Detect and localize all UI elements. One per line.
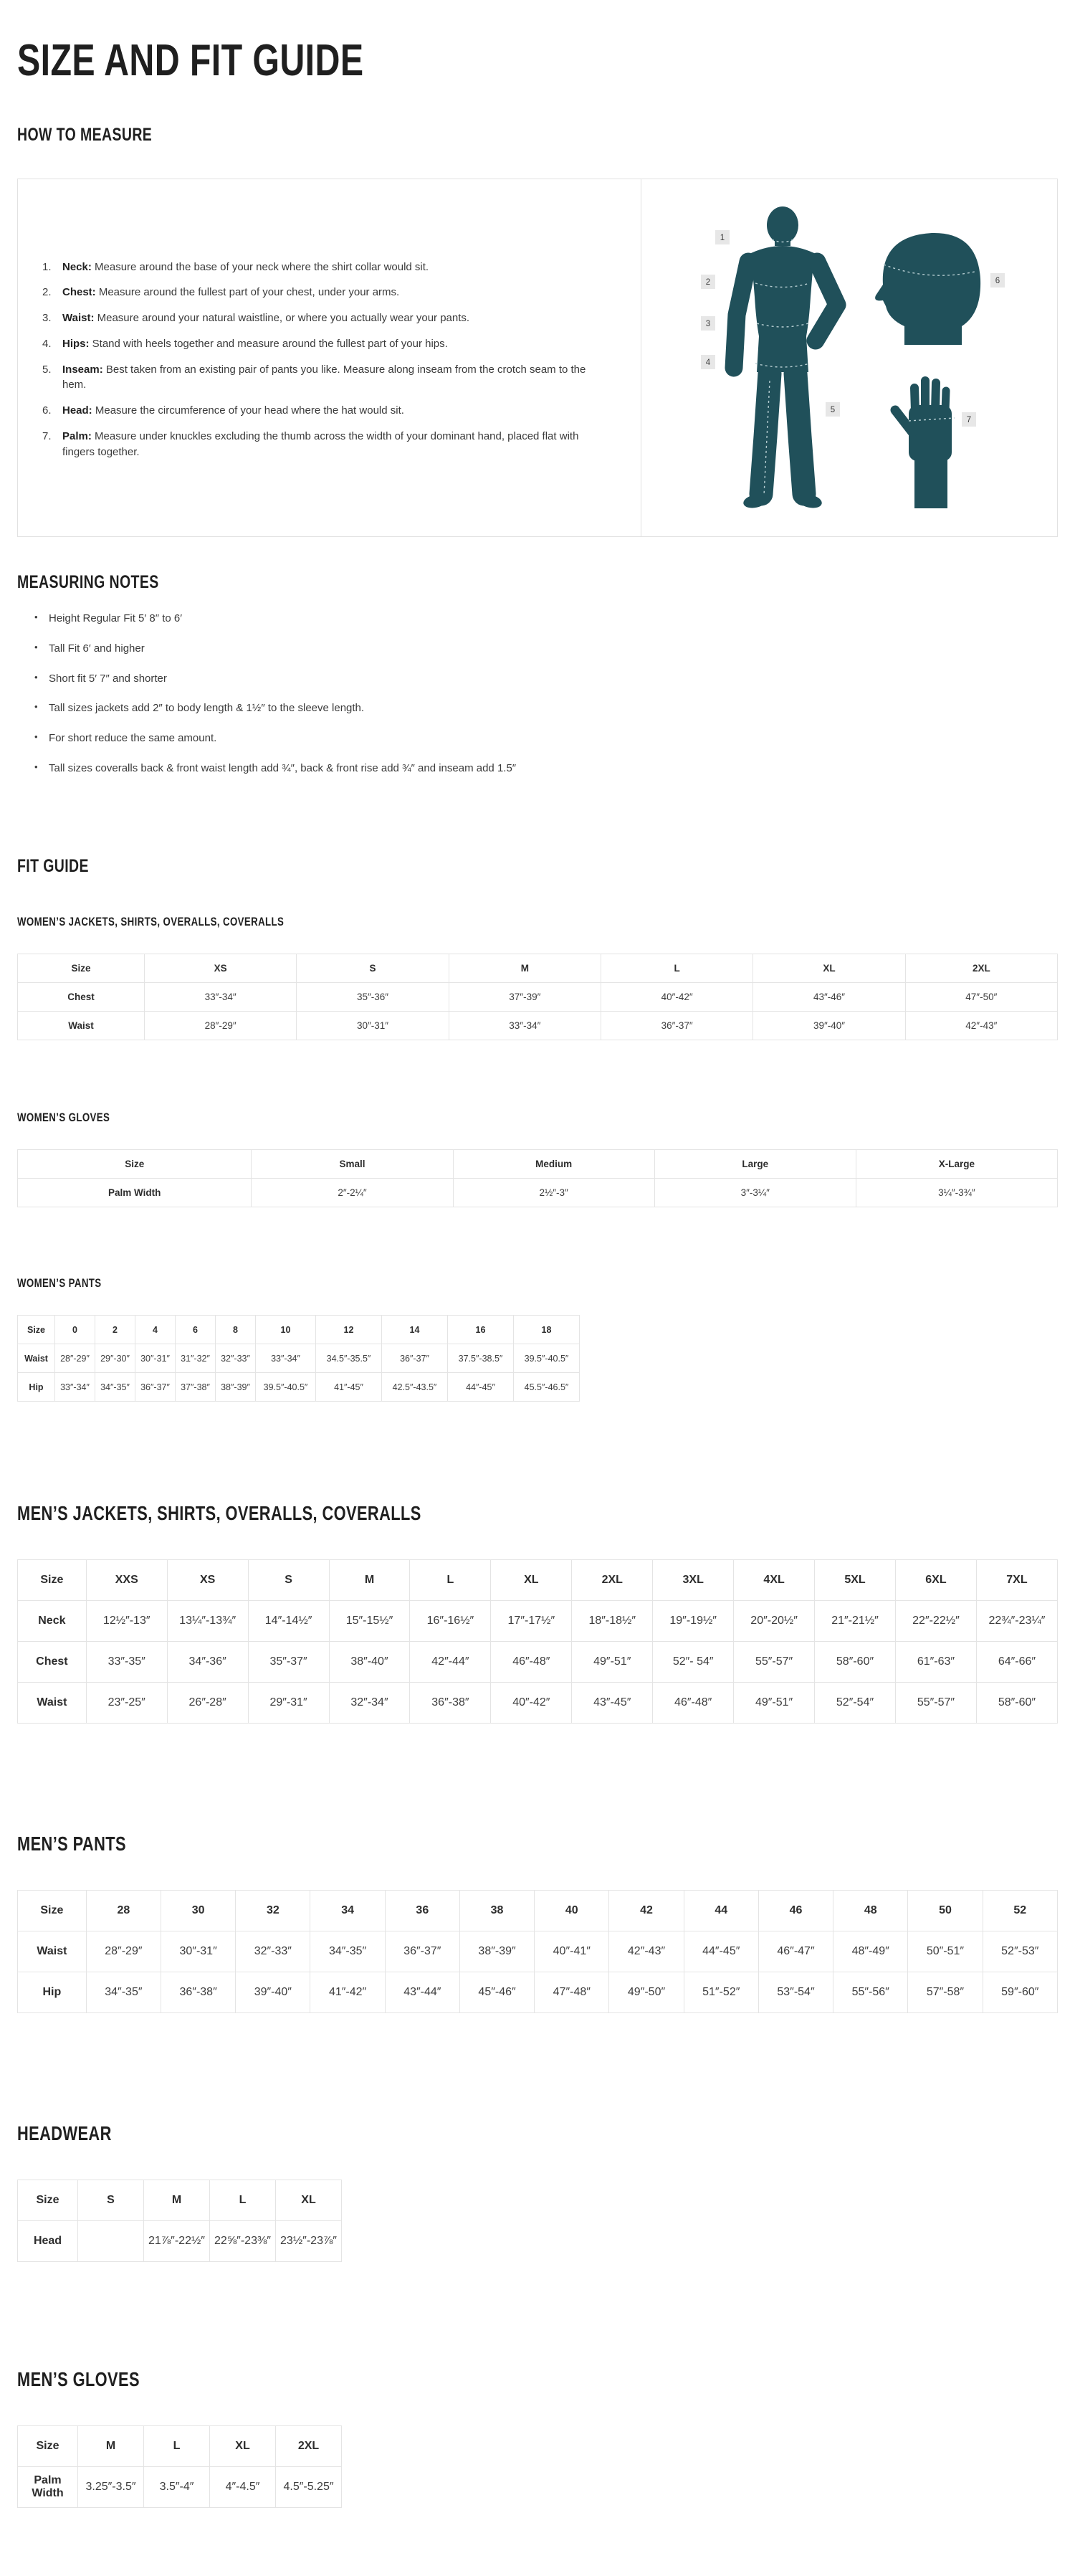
measuring-notes-heading: MEASURING NOTES [17, 571, 159, 592]
size-table-mens-jackets [17, 1559, 1058, 1724]
measure-step-label: Waist: [62, 312, 95, 325]
row-label: Neck [18, 1601, 87, 1642]
badge-7: 7 [967, 415, 972, 424]
size-value-cell: 35″-36″ [297, 983, 449, 1012]
badge-2: 2 [706, 277, 711, 287]
row-label: Chest [18, 983, 145, 1012]
size-value-cell: 35″-37″ [248, 1642, 329, 1683]
column-header: L [601, 954, 753, 983]
size-value-cell: 43″-45″ [572, 1683, 653, 1724]
body-measurement-diagram-image [674, 193, 1025, 523]
size-value-cell: 43″-46″ [753, 983, 905, 1012]
column-header: L [410, 1560, 491, 1601]
fit-guide-heading: FIT GUIDE [17, 855, 89, 876]
column-header: S [248, 1560, 329, 1601]
size-value-cell: 13¼″-13¾″ [167, 1601, 248, 1642]
size-value-cell: 59″-60″ [983, 1972, 1057, 2013]
measure-step: Chest: Measure around the fullest part of your chest, under your arms. [62, 286, 400, 299]
column-header: XL [276, 2180, 342, 2221]
size-value-cell: 2½″-3″ [453, 1179, 654, 1207]
fit-guide-tables [17, 915, 1058, 2508]
column-header: 5XL [815, 1560, 896, 1601]
measuring-note: • Tall sizes coveralls back & front waist length add ¾″, back & front rise add ¾″ and inseam add 1.5″ [49, 761, 1058, 776]
measure-step: Hips: Stand with heels together and measure around the fullest part of your hips. [62, 337, 448, 350]
size-value-cell: 28″-29″ [145, 1012, 297, 1040]
measuring-note: • Height Regular Fit 5′ 8″ to 6′ [49, 611, 1058, 627]
size-value-cell: 3.25″-3.5″ [78, 2467, 144, 2508]
badge-3: 3 [706, 319, 711, 328]
size-value-cell: 33″-34″ [256, 1344, 316, 1373]
column-header: 42 [609, 1891, 684, 1931]
badge-4: 4 [706, 358, 711, 367]
size-value-cell: 32″-34″ [329, 1683, 410, 1724]
column-header: Size [18, 954, 145, 983]
column-header: 2XL [905, 954, 1057, 983]
size-value-cell: 43″-44″ [385, 1972, 459, 2013]
column-header: 0 [55, 1316, 95, 1344]
size-value-cell: 55″-56″ [833, 1972, 908, 2013]
measure-steps-list [41, 260, 591, 460]
size-value-cell: 34″-35″ [86, 1972, 161, 2013]
size-value-cell: 52″-53″ [983, 1931, 1057, 1972]
size-value-cell: 32″-33″ [216, 1344, 256, 1373]
measuring-notes-list [17, 611, 1058, 776]
section-heading: HEADWEAR [17, 2122, 112, 2145]
size-value-cell: 22⅝″-23⅜″ [210, 2221, 276, 2262]
badge-5: 5 [831, 405, 836, 414]
size-value-cell: 64″-66″ [976, 1642, 1057, 1683]
size-value-cell: 30″-31″ [297, 1012, 449, 1040]
size-value-cell: 32″-33″ [236, 1931, 310, 1972]
column-header: Large [654, 1150, 856, 1179]
size-value-cell: 33″-34″ [145, 983, 297, 1012]
size-value-cell: 52″- 54″ [653, 1642, 734, 1683]
column-header: Size [18, 1560, 87, 1601]
size-value-cell: 49″-51″ [734, 1683, 815, 1724]
column-header: XL [491, 1560, 572, 1601]
size-value-cell: 46″-47″ [758, 1931, 833, 1972]
size-value-cell: 55″-57″ [734, 1642, 815, 1683]
size-value-cell: 20″-20½″ [734, 1601, 815, 1642]
column-header: 50 [908, 1891, 983, 1931]
size-value-cell: 58″-60″ [976, 1683, 1057, 1724]
size-value-cell: 4.5″-5.25″ [276, 2467, 342, 2508]
size-value-cell: 41″-42″ [310, 1972, 385, 2013]
size-value-cell: 22″-22½″ [895, 1601, 976, 1642]
column-header: 12 [316, 1316, 382, 1344]
size-table-mens-pants [17, 1890, 1058, 2013]
size-value-cell: 3¼″-3¾″ [856, 1179, 1057, 1207]
size-value-cell: 28″-29″ [86, 1931, 161, 1972]
size-value-cell: 4″-4.5″ [210, 2467, 276, 2508]
measure-step: Inseam: Best taken from an existing pair of pants you like. Measure along inseam from the crotch seam to the hem. [62, 363, 586, 391]
column-header: 2XL [276, 2426, 342, 2467]
size-value-cell: 41″-45″ [316, 1373, 382, 1402]
size-value-cell: 2″-2¼″ [252, 1179, 453, 1207]
size-value-cell: 37″-39″ [449, 983, 601, 1012]
size-value-cell: 23½″-23⅞″ [276, 2221, 342, 2262]
size-value-cell: 51″-52″ [684, 1972, 758, 2013]
section-heading: WOMEN’S GLOVES [17, 1111, 110, 1125]
column-header: X-Large [856, 1150, 1057, 1179]
column-header: Medium [453, 1150, 654, 1179]
measure-instructions [18, 179, 641, 536]
size-value-cell: 22¾″-23¼″ [976, 1601, 1057, 1642]
column-header: 10 [256, 1316, 316, 1344]
table-row [18, 1642, 1058, 1683]
measuring-note: • Short fit 5′ 7″ and shorter [49, 671, 1058, 687]
column-header: 46 [758, 1891, 833, 1931]
table-row [18, 983, 1058, 1012]
size-value-cell: 48″-49″ [833, 1931, 908, 1972]
row-label: Hip [18, 1373, 55, 1402]
column-header: 4 [135, 1316, 176, 1344]
size-value-cell: 55″-57″ [895, 1683, 976, 1724]
size-value-cell: 33″-34″ [55, 1373, 95, 1402]
measure-step: Head: Measure the circumference of your head where the hat would sit. [62, 404, 404, 417]
badge-6: 6 [995, 276, 1000, 285]
table-row [18, 1373, 580, 1402]
size-value-cell: 3″-3¼″ [654, 1179, 856, 1207]
size-value-cell: 30″-31″ [161, 1931, 236, 1972]
column-header: L [144, 2426, 210, 2467]
size-value-cell: 42″-44″ [410, 1642, 491, 1683]
measuring-note: • Tall Fit 6′ and higher [49, 641, 1058, 657]
column-header: XS [167, 1560, 248, 1601]
size-value-cell: 50″-51″ [908, 1931, 983, 1972]
measure-step-label: Neck: [62, 260, 92, 273]
head-profile-silhouette [875, 233, 980, 345]
size-table-womens-jackets [17, 954, 1058, 1040]
column-header: XXS [86, 1560, 167, 1601]
column-header: XS [145, 954, 297, 983]
size-table-section-womens-pants [17, 1276, 1058, 1402]
size-value-cell: 45″-46″ [459, 1972, 534, 2013]
size-value-cell: 44″-45″ [684, 1931, 758, 1972]
size-value-cell: 44″-45″ [448, 1373, 514, 1402]
size-value-cell: 42″-43″ [609, 1931, 684, 1972]
size-value-cell: 38″-40″ [329, 1642, 410, 1683]
size-value-cell: 49″-51″ [572, 1642, 653, 1683]
column-header: Small [252, 1150, 453, 1179]
size-value-cell: 46″-48″ [653, 1683, 734, 1724]
size-value-cell: 40″-41″ [535, 1931, 609, 1972]
column-header: 6XL [895, 1560, 976, 1601]
size-value-cell: 21⅞″-22½″ [144, 2221, 210, 2262]
size-value-cell: 47″-50″ [905, 983, 1057, 1012]
table-row [18, 1179, 1058, 1207]
row-label: Hip [18, 1972, 87, 2013]
size-value-cell: 34.5″-35.5″ [316, 1344, 382, 1373]
column-header: Size [18, 2426, 78, 2467]
row-label: Waist [18, 1012, 145, 1040]
size-value-cell: 45.5″-46.5″ [514, 1373, 580, 1402]
size-value-cell: 37″-38″ [176, 1373, 216, 1402]
row-label: Palm Width [18, 2467, 78, 2508]
column-header: S [78, 2180, 144, 2221]
size-value-cell: 37.5″-38.5″ [448, 1344, 514, 1373]
column-header: 14 [382, 1316, 448, 1344]
size-value-cell: 30″-31″ [135, 1344, 176, 1373]
table-row [18, 1683, 1058, 1724]
column-header: Size [18, 1891, 87, 1931]
figure-silhouette [734, 206, 837, 510]
size-value-cell: 40″-42″ [601, 983, 753, 1012]
row-label: Head [18, 2221, 78, 2262]
measure-step: Waist: Measure around your natural waistline, or where you actually wear your pants. [62, 312, 470, 325]
size-value-cell: 16″-16½″ [410, 1601, 491, 1642]
size-value-cell: 61″-63″ [895, 1642, 976, 1683]
column-header: 4XL [734, 1560, 815, 1601]
column-header: 2XL [572, 1560, 653, 1601]
size-value-cell: 18″-18½″ [572, 1601, 653, 1642]
measure-step-label: Palm: [62, 429, 92, 442]
row-label: Palm Width [18, 1179, 252, 1207]
row-label: Chest [18, 1642, 87, 1683]
size-table-section-mens-pants [17, 1833, 1058, 2013]
size-value-cell: 21″-21½″ [815, 1601, 896, 1642]
table-row [18, 1601, 1058, 1642]
measure-step-label: Hips: [62, 337, 90, 350]
size-value-cell: 28″-29″ [55, 1344, 95, 1373]
size-value-cell: 14″-14½″ [248, 1601, 329, 1642]
size-value-cell: 47″-48″ [535, 1972, 609, 2013]
measure-step: Neck: Measure around the base of your neck where the shirt collar would sit. [62, 260, 429, 273]
size-value-cell: 23″-25″ [86, 1683, 167, 1724]
size-value-cell: 36″-37″ [382, 1344, 448, 1373]
size-table-section-headwear [17, 2122, 1058, 2262]
size-value-cell: 34″-35″ [95, 1373, 135, 1402]
size-value-cell: 36″-38″ [161, 1972, 236, 2013]
measure-step-label: Chest: [62, 286, 96, 299]
size-value-cell [78, 2221, 144, 2262]
measuring-note: • For short reduce the same amount. [49, 731, 1058, 746]
size-value-cell: 53″-54″ [758, 1972, 833, 2013]
column-header: M [449, 954, 601, 983]
size-value-cell: 33″-35″ [86, 1642, 167, 1683]
page-title: SIZE AND FIT GUIDE [17, 36, 364, 85]
section-heading: WOMEN’S JACKETS, SHIRTS, OVERALLS, COVERALLS [17, 915, 285, 929]
size-value-cell: 31″-32″ [176, 1344, 216, 1373]
column-header: 36 [385, 1891, 459, 1931]
column-header: 7XL [976, 1560, 1057, 1601]
size-value-cell: 26″-28″ [167, 1683, 248, 1724]
size-value-cell: 29″-31″ [248, 1683, 329, 1724]
how-to-measure-panel [17, 179, 1058, 537]
column-header: 6 [176, 1316, 216, 1344]
table-row [18, 1972, 1058, 2013]
column-header: 28 [86, 1891, 161, 1931]
column-header: Size [18, 2180, 78, 2221]
row-label: Waist [18, 1931, 87, 1972]
column-header: XL [210, 2426, 276, 2467]
size-value-cell: 52″-54″ [815, 1683, 896, 1724]
size-value-cell: 39″-40″ [753, 1012, 905, 1040]
size-value-cell: 36″-38″ [410, 1683, 491, 1724]
size-value-cell: 12½″-13″ [86, 1601, 167, 1642]
column-header: 16 [448, 1316, 514, 1344]
hand-silhouette [895, 381, 955, 508]
column-header: L [210, 2180, 276, 2221]
column-header: 18 [514, 1316, 580, 1344]
section-heading: MEN’S PANTS [17, 1833, 126, 1855]
measuring-note: • Tall sizes jackets add 2″ to body length & 1½″ to the sleeve length. [49, 700, 1058, 716]
size-table-mens-gloves [17, 2425, 342, 2508]
badge-1: 1 [720, 233, 725, 242]
column-header: Size [18, 1316, 55, 1344]
row-label: Waist [18, 1683, 87, 1724]
column-header: S [297, 954, 449, 983]
column-header: Size [18, 1150, 252, 1179]
size-value-cell: 34″-35″ [310, 1931, 385, 1972]
section-heading: WOMEN’S PANTS [17, 1276, 102, 1291]
size-value-cell: 42″-43″ [905, 1012, 1057, 1040]
column-header: 38 [459, 1891, 534, 1931]
size-and-fit-page [0, 37, 1075, 2576]
size-table-section-mens-gloves [17, 2368, 1058, 2508]
size-value-cell: 38″-39″ [459, 1931, 534, 1972]
column-header: 30 [161, 1891, 236, 1931]
size-value-cell: 15″-15½″ [329, 1601, 410, 1642]
size-value-cell: 3.5″-4″ [144, 2467, 210, 2508]
size-value-cell: 42.5″-43.5″ [382, 1373, 448, 1402]
column-header: 40 [535, 1891, 609, 1931]
table-row [18, 1931, 1058, 1972]
table-row [18, 1344, 580, 1373]
size-value-cell: 39.5″-40.5″ [256, 1373, 316, 1402]
size-table-headwear [17, 2180, 342, 2262]
column-header: 48 [833, 1891, 908, 1931]
column-header: M [144, 2180, 210, 2221]
section-heading: MEN’S JACKETS, SHIRTS, OVERALLS, COVERALLS [17, 1502, 421, 1525]
size-value-cell: 46″-48″ [491, 1642, 572, 1683]
measure-step-label: Inseam: [62, 363, 103, 376]
size-table-section-mens-jackets [17, 1502, 1058, 1724]
column-header: 8 [216, 1316, 256, 1344]
size-table-womens-pants [17, 1315, 580, 1402]
size-value-cell: 29″-30″ [95, 1344, 135, 1373]
column-header: 2 [95, 1316, 135, 1344]
size-value-cell: 58″-60″ [815, 1642, 896, 1683]
table-row [18, 2467, 342, 2508]
measure-diagram [641, 179, 1057, 536]
measure-step-label: Head: [62, 404, 92, 417]
column-header: 3XL [653, 1560, 734, 1601]
size-value-cell: 34″-36″ [167, 1642, 248, 1683]
size-value-cell: 38″-39″ [216, 1373, 256, 1402]
column-header: 32 [236, 1891, 310, 1931]
table-row [18, 2221, 342, 2262]
column-header: M [78, 2426, 144, 2467]
size-value-cell: 33″-34″ [449, 1012, 601, 1040]
size-value-cell: 57″-58″ [908, 1972, 983, 2013]
size-value-cell: 39″-40″ [236, 1972, 310, 2013]
table-row [18, 1012, 1058, 1040]
column-header: 34 [310, 1891, 385, 1931]
column-header: 52 [983, 1891, 1057, 1931]
size-value-cell: 36″-37″ [135, 1373, 176, 1402]
size-value-cell: 39.5″-40.5″ [514, 1344, 580, 1373]
size-table-section-womens-gloves [17, 1111, 1058, 1207]
size-table-womens-gloves [17, 1149, 1058, 1207]
column-header: M [329, 1560, 410, 1601]
size-value-cell: 17″-17½″ [491, 1601, 572, 1642]
size-value-cell: 40″-42″ [491, 1683, 572, 1724]
how-to-measure-heading: HOW TO MEASURE [17, 125, 153, 146]
size-value-cell: 19″-19½″ [653, 1601, 734, 1642]
size-value-cell: 36″-37″ [601, 1012, 753, 1040]
measure-step: Palm: Measure under knuckles excluding the thumb across the width of your dominant hand, placed flat with fingers together. [62, 429, 579, 458]
column-header: XL [753, 954, 905, 983]
column-header: 44 [684, 1891, 758, 1931]
size-value-cell: 49″-50″ [609, 1972, 684, 2013]
section-heading: MEN’S GLOVES [17, 2368, 140, 2391]
size-table-section-womens-jackets [17, 915, 1058, 1040]
row-label: Waist [18, 1344, 55, 1373]
size-value-cell: 36″-37″ [385, 1931, 459, 1972]
